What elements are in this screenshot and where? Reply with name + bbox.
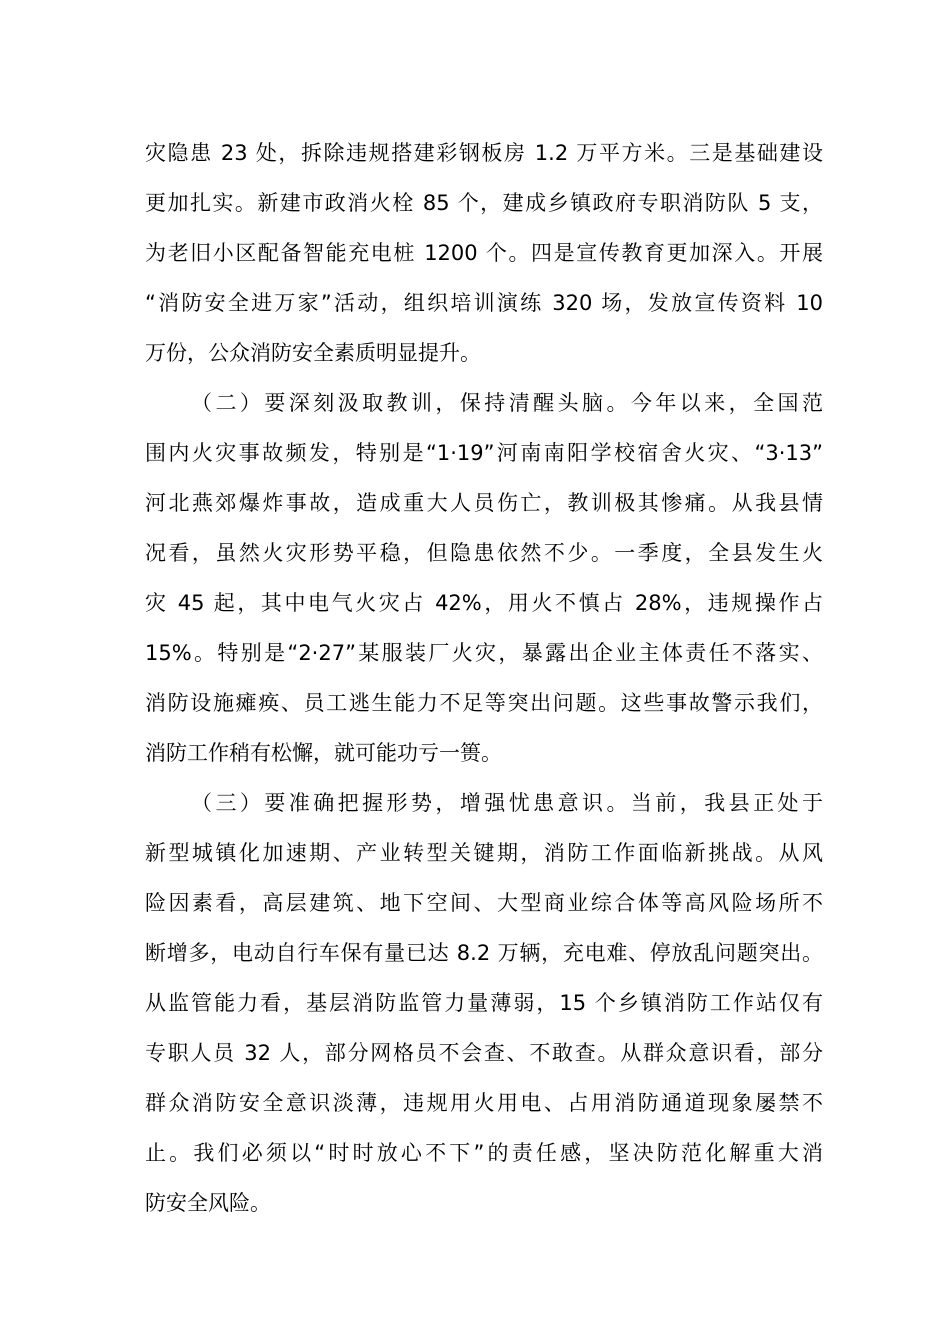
text-line: 更加扎实。新建市政消火栓 85 个，建成乡镇政府专职消防队 5 支， xyxy=(145,191,823,215)
text-line: 防安全风险。 xyxy=(145,1191,271,1215)
text-line: 为老旧小区配备智能充电桩 1200 个。四是宣传教育更加深入。开展 xyxy=(145,241,823,265)
paragraph-3 xyxy=(145,778,823,1228)
text-line: 止。我们必须以“时时放心不下”的责任感，坚决防范化解重大消 xyxy=(145,1141,823,1165)
paragraph-2 xyxy=(145,378,823,778)
text-line: 从监管能力看，基层消防监管力量薄弱，15 个乡镇消防工作站仅有 xyxy=(145,991,823,1015)
text-line: 专职人员 32 人，部分网格员不会查、不敢查。从群众意识看，部分 xyxy=(145,1041,823,1065)
text-line: 围内火灾事故频发，特别是“1·19”河南南阳学校宿舍火灾、“3·13” xyxy=(145,441,823,465)
text-line: 新型城镇化加速期、产业转型关键期，消防工作面临新挑战。从风 xyxy=(145,841,823,865)
document-body xyxy=(145,128,823,1228)
text-line: 断增多，电动自行车保有量已达 8.2 万辆，充电难、停放乱问题突出。 xyxy=(145,941,823,965)
text-line: 消防工作稍有松懈，就可能功亏一篑。 xyxy=(145,741,502,765)
text-line: （三）要准确把握形势，增强忧患意识。当前，我县正处于 xyxy=(191,791,823,815)
text-line: 河北燕郊爆炸事故，造成重大人员伤亡，教训极其惨痛。从我县情 xyxy=(145,491,823,515)
text-line: 况看，虽然火灾形势平稳，但隐患依然不少。一季度，全县发生火 xyxy=(145,541,823,565)
paragraph-1 xyxy=(145,128,823,378)
text-line: “消防安全进万家”活动，组织培训演练 320 场，发放宣传资料 10 xyxy=(145,291,823,315)
text-line: 15%。特别是“2·27”某服装厂火灾，暴露出企业主体责任不落实、 xyxy=(145,641,823,665)
text-line: 险因素看，高层建筑、地下空间、大型商业综合体等高风险场所不 xyxy=(145,891,823,915)
text-line: 消防设施瘫痪、员工逃生能力不足等突出问题。这些事故警示我们， xyxy=(145,691,823,715)
text-line: （二）要深刻汲取教训，保持清醒头脑。今年以来，全国范 xyxy=(191,391,823,415)
text-line: 万份，公众消防安全素质明显提升。 xyxy=(145,341,481,365)
text-line: 灾隐患 23 处，拆除违规搭建彩钢板房 1.2 万平方米。三是基础建设 xyxy=(145,141,823,165)
text-line: 群众消防安全意识淡薄，违规用火用电、占用消防通道现象屡禁不 xyxy=(145,1091,823,1115)
text-line: 灾 45 起，其中电气火灾占 42%，用火不慎占 28%，违规操作占 xyxy=(145,591,823,615)
